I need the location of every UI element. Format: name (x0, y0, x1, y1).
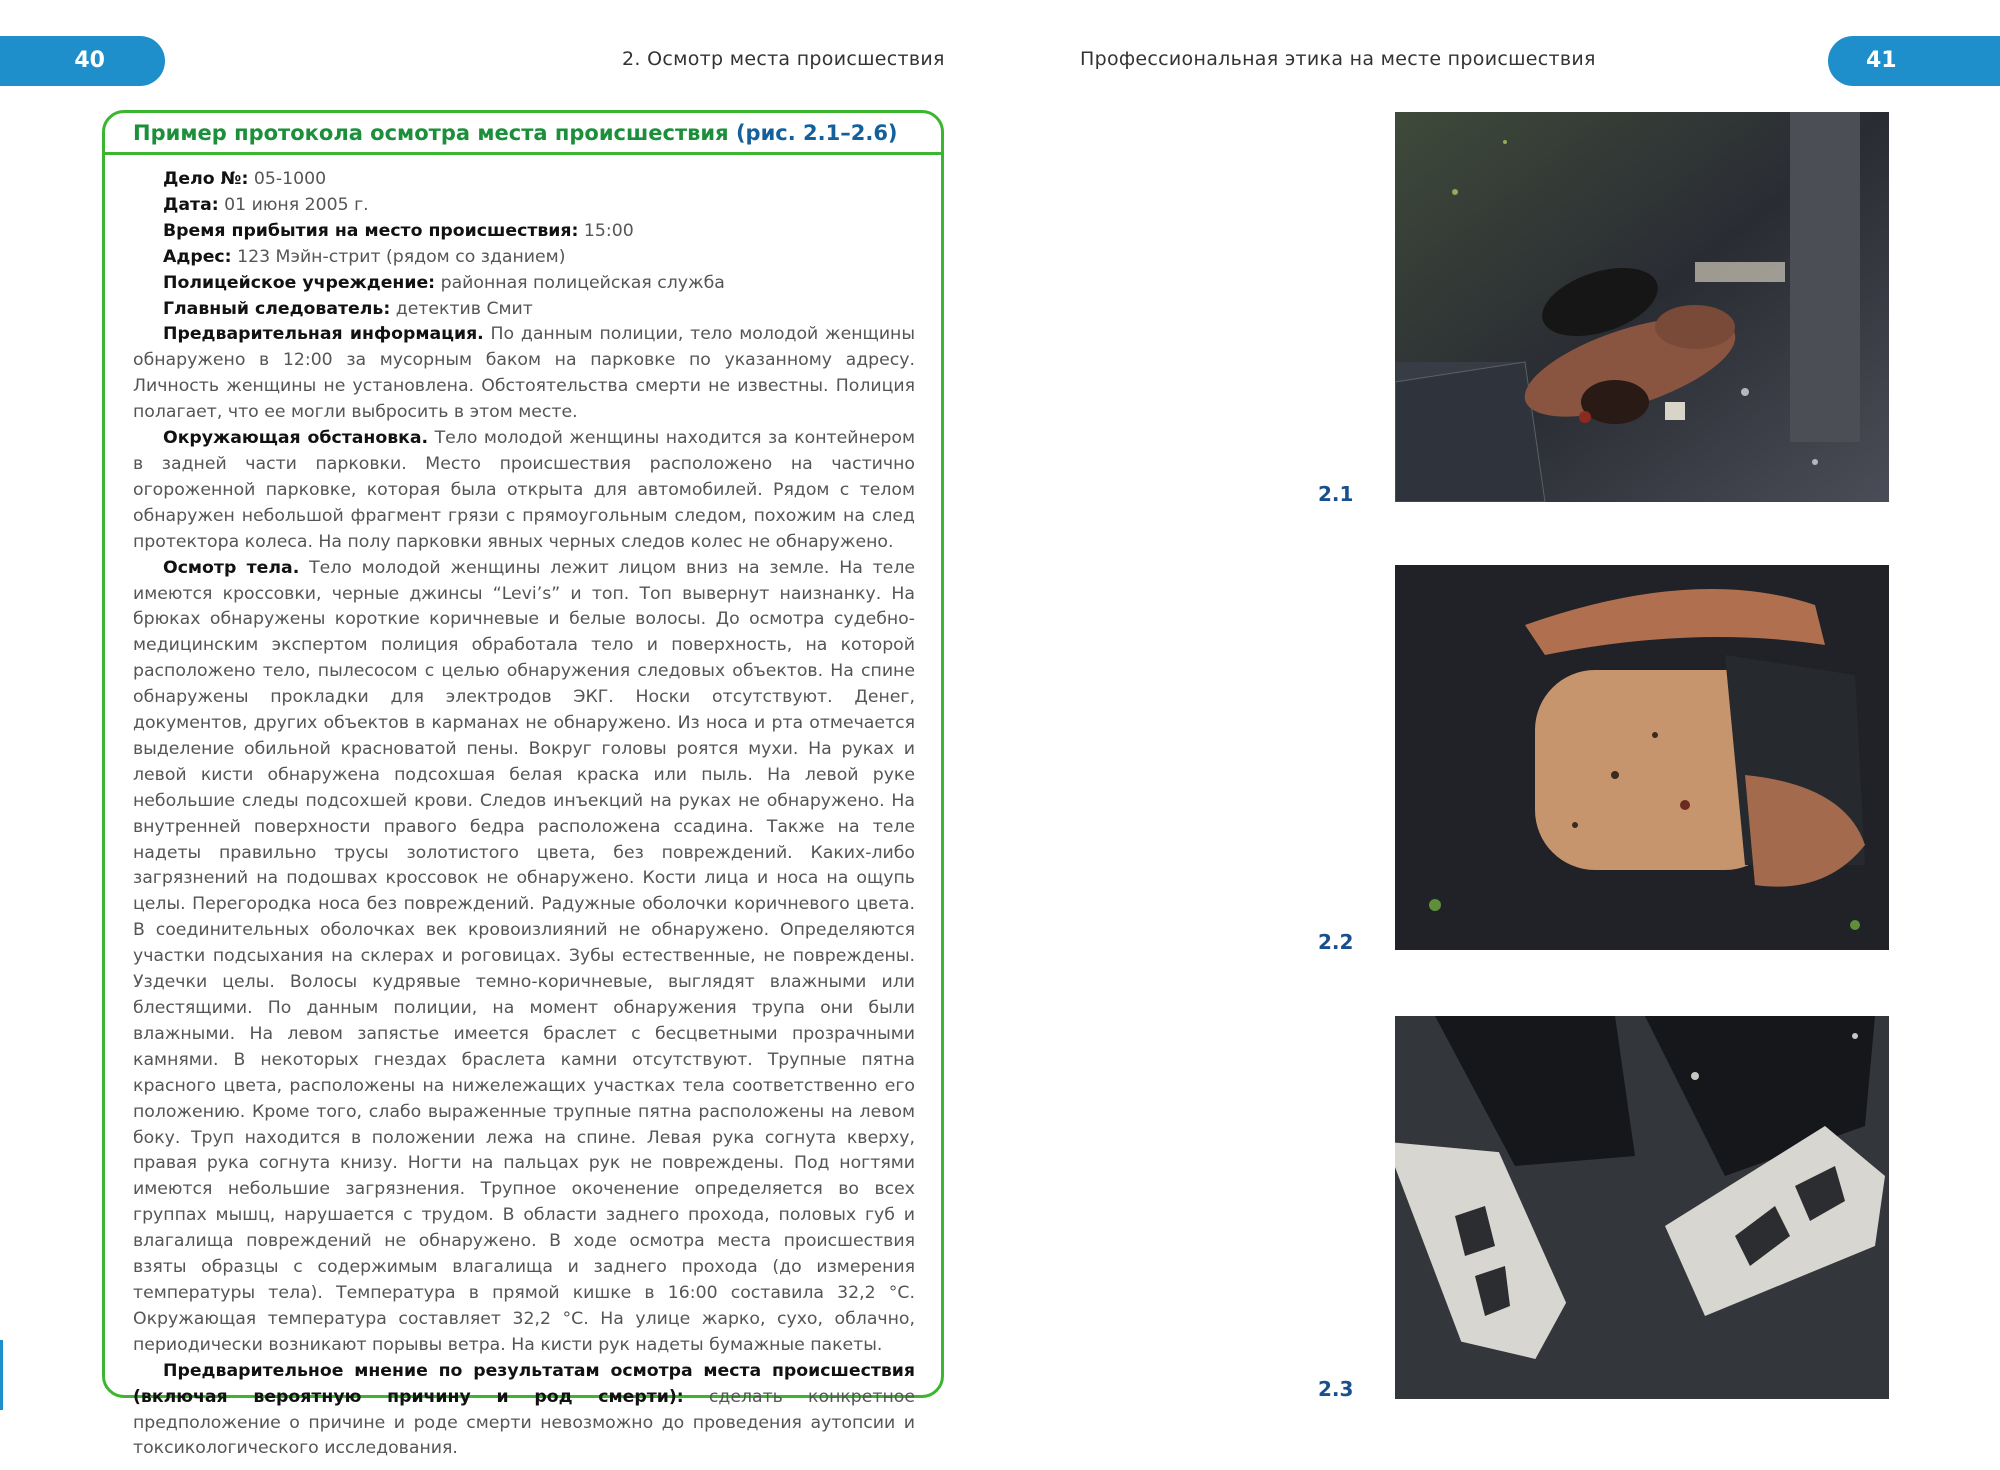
protocol-body (133, 167, 915, 1462)
shoe-soles-photo (1395, 1016, 1889, 1399)
section-surroundings (133, 426, 915, 556)
meta-arrival-time (133, 219, 915, 245)
meta-value: районная полицейская служба (440, 272, 725, 293)
page-number-right: 41 (1828, 36, 2000, 86)
meta-value: 01 июня 2005 г. (224, 194, 369, 215)
figure-label: 2.1 (1318, 482, 1354, 506)
protocol-title-text: Пример протокола осмотра места происшествия (133, 121, 729, 145)
protocol-box (102, 110, 944, 1459)
meta-value: 15:00 (583, 220, 634, 241)
meta-label: Время прибытия на место происшествия: (163, 220, 579, 241)
meta-case-number (133, 167, 915, 193)
figure-2-2-photo (1395, 565, 1889, 950)
section-text: Тело молодой женщины находится за контейнером в задней части парковки. Место происшествия расположено на частично огороженной парковке, которая была открыта для автомобилей. Рядом с телом обнаружен небольшой фрагмент грязи с прямоугольным следом, похожим на след протектора колеса. На полу парковки явных черных следов колес не обнаружено. (133, 428, 915, 552)
section-body-examination (133, 556, 915, 1359)
protocol-title (105, 113, 941, 155)
meta-date (133, 193, 915, 219)
figure-2-3-photo (1395, 1016, 1889, 1399)
meta-label: Адрес: (163, 246, 232, 267)
section-preliminary-info (133, 322, 915, 426)
meta-lead-investigator (133, 297, 915, 323)
section-text: По данным полиции, тело молодой женщины обнаружено в 12:00 за мусорным баком на парковке по указанному адресу. Личность женщины не установлена. Обстоятельства смерти не известны. Полиция полагает, что ее могли выбросить в этом месте. (133, 324, 915, 423)
section-text: Тело молодой женщины лежит лицом вниз на земле. На теле имеются кроссовки, черные джинсы “Levi’s” и топ. Топ вывернут наизнанку. На брюках обнаружены короткие коричневые и белые волосы. До осмотра судебно-медицинским экспертом полиция обработала тело и поверхность, на которой расположено тело, пылесосом с целью обнаружения следовых объектов. На спине обнаружены прокладки для электродов ЭКГ. Носки отсутствуют. Денег, документов, других объектов в карманах не обнаружено. Из носа и рта отмечается выделение обильной красноватой пены. Вокруг головы роятся мухи. На руках и левой кисти обнаружена подсохшая белая краска или пыль. На левой руке небольшие следы подсохшей крови. Следов инъекций на руках не обнаружено. На внутренней поверхности правого бедра расположена ссадина. Также на теле надеты правильно трусы золотистого цвета, без повреждений. Каких-либо загрязнений на подошвах кроссовок не обнаружено. Кости лица и носа на ощупь целы. Перегородка носа без повреждений. Радужные оболочки коричневого цвета. В соединительных оболочках век кровоизлияний не обнаружено. Определяются участки подсыхания на склерах и роговицах. Зубы естественные, не повреждены. Уздечки целы. Волосы кудрявые темно-коричневые, выглядят влажными или блестящими. По данным полиции, на момент обнаружения трупа они были влажными. На левом запястье имеется браслет с бесцветными прозрачными камнями. В некоторых гнездах браслета камни отсутствуют. Трупные пятна красного цвета, расположены на нижележащих участках тела соответственно его положению. Кроме того, слабо выраженные трупные пятна расположены на левом боку. Труп находится в положении лежа на спине. Левая рука согнута кверху, правая рука согнута книзу. Ногти на пальцах рук не повреждены. Под ногтями имеются небольшие загрязнения. Трупное окоченение определяется во всех группах мышц, нарушается с трудом. В области заднего прохода, половых губ и влагалища повреждений не обнаружено. В ходе осмотра места происшествия взяты образцы с содержимым влагалища и заднего прохода (до измерения температуры тела). Температура в прямой кишке в 16:00 составила 32,2 °C. Окружающая температура составляет 32,2 °C. На улице жарко, сухо, облачно, периодически возникают порывы ветра. На кисти рук надеты бумажные пакеты. (133, 557, 915, 1355)
meta-value: 05-1000 (253, 169, 327, 189)
meta-label: Дата: (163, 194, 219, 215)
section-label: Окружающая обстановка. (163, 428, 429, 449)
meta-label: Дело №: (163, 169, 249, 189)
section-preliminary-opinion (133, 1359, 915, 1463)
crime-scene-photo-body (1395, 112, 1889, 502)
figure-label: 2.2 (1318, 930, 1354, 954)
meta-label: Главный следователь: (163, 298, 391, 319)
section-label: Предварительная информация. (163, 324, 484, 345)
figure-label: 2.3 (1318, 1377, 1354, 1401)
meta-police-department (133, 271, 915, 297)
meta-value: детектив Смит (395, 298, 533, 319)
figure-reference: (рис. 2.1–2.6) (735, 121, 898, 145)
running-head-left: 2. Осмотр места происшествия (622, 48, 945, 70)
figure-2-1-photo (1395, 112, 1889, 502)
meta-label: Полицейское учреждение: (163, 272, 436, 293)
meta-address (133, 245, 915, 271)
page-number-left: 40 (0, 36, 165, 86)
section-label: Осмотр тела. (163, 557, 300, 578)
body-back-photo (1395, 565, 1889, 950)
section-text: сделать конкретное предположение о причине и роде смерти невозможно до проведения аутопсии и токсикологического исследования. (133, 1386, 915, 1459)
section-label: Предварительное мнение по результатам осмотра места происшествия (включая вероятную причину и род смерти): (133, 1360, 915, 1407)
running-head-right: Профессиональная этика на месте происшествия (1080, 48, 1596, 70)
page-edge-marker (0, 1340, 3, 1410)
meta-value: 123 Мэйн-стрит (рядом со зданием) (237, 246, 566, 267)
